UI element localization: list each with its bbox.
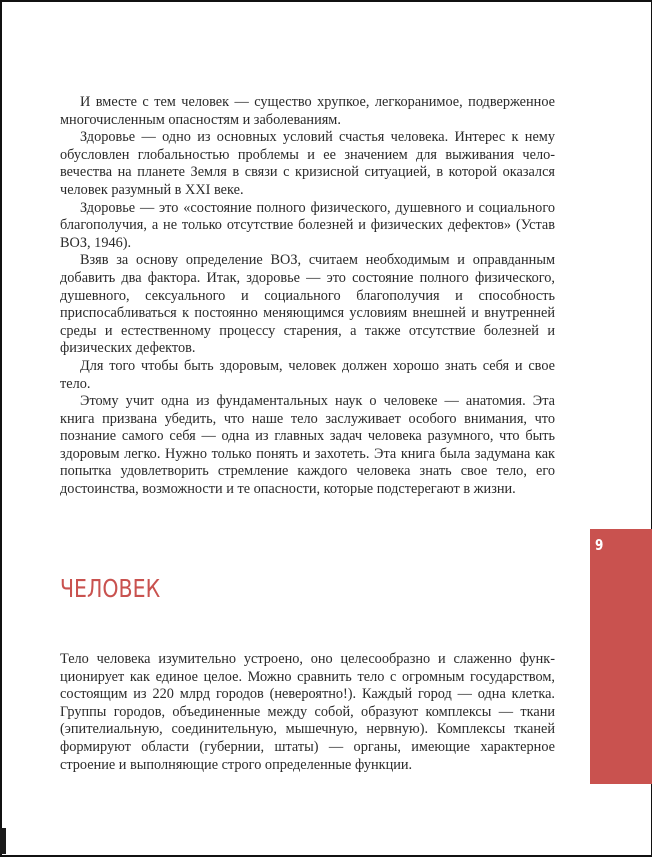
page-number: 9 [595,536,604,554]
paragraph: Тело человека изумительно устроено, оно целесообразно и слаженно функционирует как единое целое. Можно сравнить тело с огромным государством, состоящим из 220 млрд городов (невероятно!). Каждый город — одна клетка. Группы городов, объединенные между собой, образуют комплексы — ткани (эпителиальную, соединительную, мышечную, нервную). Комплексы тканей формируют области (губернии, штаты) — органы, имеющие характерное строение и выполняющие строго определенные функции. [60,651,555,773]
chapter-side-tab [590,529,652,784]
paragraph: Взяв за основу определение ВОЗ, считаем необходимым и оправданным добавить два фактора. Итак, здоровье — это состояние полного физического, душевного, сексуального и социального благополучия и способность приспосабливаться к постоянно меняющимся условиям внешней и внутренней среды и естественному процессу старения, а также отсутствие болезней и физических дефектов. [60,252,555,357]
section-heading: ЧЕЛОВЕК [60,574,161,603]
intro-text [60,94,555,499]
paragraph: Здоровье — это «состояние полного физического, душевного и социального благополучия, а не только отсутствие болезней и физических дефектов» (Устав ВОЗ, 1946). [60,199,555,251]
paragraph: И вместе с тем человек — существо хрупкое, легкоранимое, подверженное многочисленным опасностям и заболеваниям. [60,94,555,128]
paragraph: Этому учит одна из фундаментальных наук о человеке — анатомия. Эта книга призвана убедить, что наше тело заслуживает особого внимания, что познание самого себя — одна из главных задач человека разумного, что быть здоровым легко. Нужно только понять и захотеть. Эта книга была задумана как попытка удовлетворить стремление каждого человека знать свое тело, его достоинства, возможности и те опасности, которые подстерегают в жизни. [60,393,555,498]
paragraph: Для того чтобы быть здоровым, человек должен хорошо знать себя и свое тело. [60,357,555,392]
corner-mark [0,828,6,854]
paragraph: Здоровье — одно из основных условий счастья человека. Интерес к нему обусловлен глобальностью проблемы и ее значением для выживания человечества на планете Земля в связи с кризисной ситуацией, в которой оказался человек разумный в XXI веке. [60,129,555,198]
section-text [60,651,555,774]
